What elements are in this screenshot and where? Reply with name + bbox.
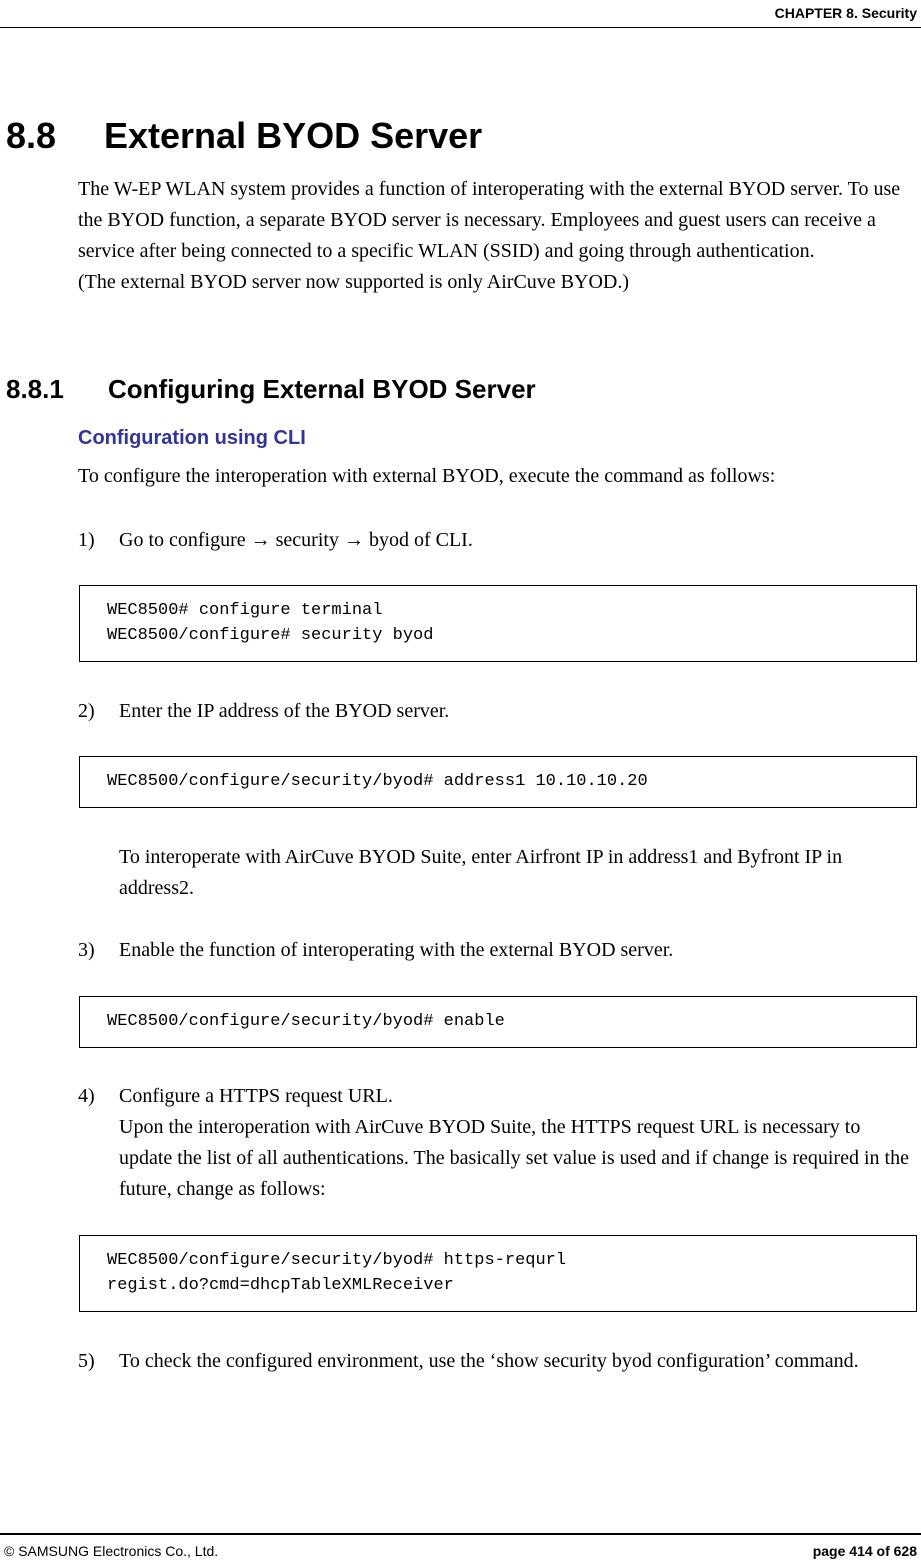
code-line: WEC8500# configure terminal	[107, 601, 383, 620]
step-2	[78, 696, 918, 727]
copyright: © SAMSUNG Electronics Co., Ltd.	[4, 1543, 219, 1559]
code-line: regist.do?cmd=dhcpTableXMLReceiver	[107, 1276, 454, 1295]
section-title: External BYOD Server	[104, 115, 483, 156]
subsection-title: Configuring External BYOD Server	[108, 374, 536, 404]
step-number: 2)	[78, 700, 95, 722]
section-heading	[6, 114, 482, 158]
step-text: Go to configure → security → byod of CLI.	[119, 529, 473, 551]
code-block-2	[79, 756, 917, 808]
section-intro-paragraph	[78, 174, 918, 298]
step-text: Enter the IP address of the BYOD server.	[119, 700, 450, 722]
code-line: WEC8500/configure# security byod	[107, 626, 434, 645]
code-line: WEC8500/configure/security/byod# https-requrl	[107, 1251, 567, 1270]
step-number: 5)	[78, 1350, 95, 1372]
step-text: Enable the function of interoperating with the external BYOD server.	[119, 939, 674, 961]
code-block-3	[79, 996, 917, 1048]
step-detail: Upon the interoperation with AirCuve BYOD Suite, the HTTPS request URL is necessary to update the list of all authentications. The basically set value is used and if change is required in the future, change as follows:	[119, 1116, 909, 1200]
step-5	[78, 1346, 918, 1377]
code-block-1	[79, 585, 917, 662]
code-line: WEC8500/configure/security/byod# address1 10.10.10.20	[107, 772, 648, 791]
code-block-4	[79, 1235, 917, 1312]
step-number: 4)	[78, 1085, 95, 1107]
page-header	[0, 0, 921, 28]
step-2-note: To interoperate with AirCuve BYOD Suite, enter Airfront IP in address1 and Byfront IP in address2.	[119, 846, 843, 899]
intro-text: The W-EP WLAN system provides a function of interoperating with the external BYOD server. To use the BYOD function, a separate BYOD server is necessary. Employees and guest users can receive a service after being connected to a specific WLAN (SSID) and going through authentication.	[78, 178, 901, 262]
page-footer	[0, 1533, 921, 1559]
step-1	[78, 525, 918, 556]
section-number: 8.8	[6, 115, 57, 156]
step-text: Configure a HTTPS request URL.	[119, 1085, 393, 1107]
page-number: page 414 of 628	[812, 1543, 917, 1559]
step-text: To check the configured environment, use the ‘show security byod configuration’ command.	[119, 1350, 859, 1372]
chapter-title: CHAPTER 8. Security	[774, 5, 917, 21]
intro-note: (The external BYOD server now supported is only AirCuve BYOD.)	[78, 271, 630, 293]
step-number: 3)	[78, 939, 95, 961]
subsection-heading	[6, 373, 536, 405]
step-4	[78, 1081, 918, 1205]
step-3	[78, 935, 918, 966]
subsection-number: 8.8.1	[6, 374, 64, 404]
code-line: WEC8500/configure/security/byod# enable	[107, 1012, 505, 1031]
step-number: 1)	[78, 529, 95, 551]
cli-lead-text: To configure the interoperation with external BYOD, execute the command as follows:	[78, 465, 776, 487]
cli-heading: Configuration using CLI	[78, 427, 306, 449]
